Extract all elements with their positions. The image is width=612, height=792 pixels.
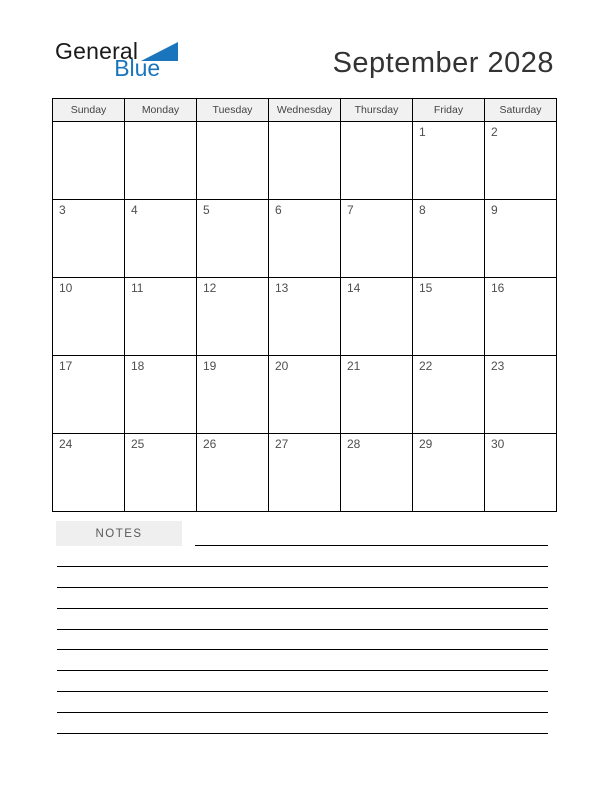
date-number: 7 [347, 203, 354, 217]
calendar-cell-30 [485, 434, 557, 512]
calendar-cell-15 [413, 278, 485, 356]
notes-label-box [56, 521, 182, 546]
date-number: 25 [131, 437, 145, 451]
date-number: 15 [419, 281, 433, 295]
date-number: 11 [131, 281, 144, 295]
calendar-cell-9 [485, 200, 557, 278]
day-header-friday: Friday [413, 99, 485, 122]
logo-text-general: General [55, 38, 139, 64]
calendar-cell-10 [53, 278, 125, 356]
calendar-cell-12 [197, 278, 269, 356]
notes-line [57, 588, 548, 609]
calendar-cell-16 [485, 278, 557, 356]
calendar-week-row [53, 278, 557, 356]
date-number: 18 [131, 359, 145, 373]
day-header-saturday: Saturday [485, 99, 557, 122]
notes-line [57, 650, 548, 671]
day-header-tuesday: Tuesday [197, 99, 269, 122]
calendar-cell-17 [53, 356, 125, 434]
calendar-cell-4 [125, 200, 197, 278]
date-number: 14 [347, 281, 361, 295]
calendar-cell-8 [413, 200, 485, 278]
day-header-thursday: Thursday [341, 99, 413, 122]
calendar-week-row [53, 122, 557, 200]
notes-line [57, 567, 548, 588]
calendar-cell-empty [197, 122, 269, 200]
calendar-cell-19 [197, 356, 269, 434]
calendar-cell-1 [413, 122, 485, 200]
calendar-week-row [53, 200, 557, 278]
logo-text-blue: Blue [114, 55, 161, 81]
calendar-cell-23 [485, 356, 557, 434]
calendar-cell-14 [341, 278, 413, 356]
day-header-sunday: Sunday [53, 99, 125, 122]
date-number: 9 [491, 203, 498, 217]
date-number: 19 [203, 359, 217, 373]
date-number: 28 [347, 437, 361, 451]
notes-line [57, 630, 548, 651]
date-number: 17 [59, 359, 73, 373]
calendar-cell-22 [413, 356, 485, 434]
notes-line [57, 671, 548, 692]
notes-label: NOTES [95, 527, 143, 540]
date-number: 23 [491, 359, 505, 373]
calendar-cell-28 [341, 434, 413, 512]
page-title: September 2028 [332, 47, 554, 79]
date-number: 27 [275, 437, 289, 451]
date-number: 30 [491, 437, 505, 451]
calendar-cell-7 [341, 200, 413, 278]
date-number: 12 [203, 281, 217, 295]
notes-line [57, 609, 548, 630]
calendar-cell-26 [197, 434, 269, 512]
calendar-cell-6 [269, 200, 341, 278]
calendar-cell-21 [341, 356, 413, 434]
date-number: 6 [275, 203, 282, 217]
calendar-cell-11 [125, 278, 197, 356]
calendar-cell-empty [53, 122, 125, 200]
calendar-cell-2 [485, 122, 557, 200]
date-number: 2 [491, 125, 498, 139]
calendar-day-header-row [53, 99, 557, 122]
calendar-cell-20 [269, 356, 341, 434]
date-number: 1 [419, 125, 426, 139]
calendar-cell-18 [125, 356, 197, 434]
calendar-cell-3 [53, 200, 125, 278]
date-number: 8 [419, 203, 426, 217]
calendar-cell-5 [197, 200, 269, 278]
day-header-wednesday: Wednesday [269, 99, 341, 122]
date-number: 26 [203, 437, 217, 451]
calendar-grid [52, 98, 557, 512]
date-number: 24 [59, 437, 73, 451]
day-header-monday: Monday [125, 99, 197, 122]
calendar-cell-27 [269, 434, 341, 512]
calendar-cell-empty [269, 122, 341, 200]
date-number: 3 [59, 203, 66, 217]
date-number: 20 [275, 359, 289, 373]
date-number: 4 [131, 203, 138, 217]
calendar-cell-29 [413, 434, 485, 512]
notes-line [57, 692, 548, 713]
notes-lines [57, 546, 548, 734]
calendar-week-row [53, 356, 557, 434]
date-number: 16 [491, 281, 505, 295]
date-number: 10 [59, 281, 73, 295]
calendar-cell-empty [125, 122, 197, 200]
calendar-cell-25 [125, 434, 197, 512]
date-number: 5 [203, 203, 210, 217]
notes-line [57, 713, 548, 734]
notes-line [57, 546, 548, 567]
calendar-cell-13 [269, 278, 341, 356]
calendar-week-row [53, 434, 557, 512]
date-number: 29 [419, 437, 433, 451]
calendar-cell-24 [53, 434, 125, 512]
date-number: 21 [347, 359, 361, 373]
date-number: 22 [419, 359, 433, 373]
general-blue-logo [55, 40, 178, 80]
date-number: 13 [275, 281, 289, 295]
calendar-cell-empty [341, 122, 413, 200]
